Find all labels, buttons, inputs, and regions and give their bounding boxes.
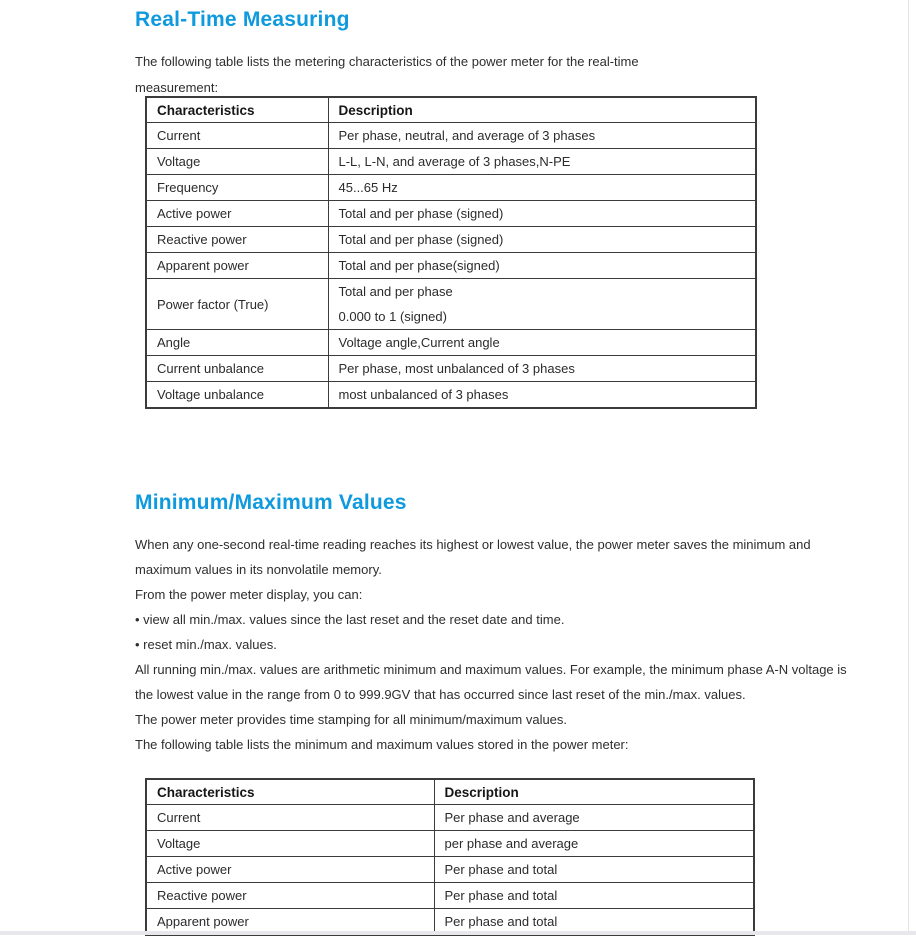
paragraph-line: The power meter provides time stamping for all minimum/maximum values. bbox=[135, 712, 568, 727]
description-line: L-L, L-N, and average of 3 phases,N-PE bbox=[338, 154, 571, 169]
paragraph-line: When any one-second real-time reading reaches its highest or lowest value, the power meter saves the minimum and bbox=[135, 537, 811, 552]
description-line: most unbalanced of 3 phases bbox=[338, 387, 509, 402]
description-line: Total and per phase (signed) bbox=[338, 206, 504, 221]
paragraph-line: • view all min./max. values since the last reset and the reset date and time. bbox=[135, 612, 565, 627]
description-line: Per phase, most unbalanced of 3 phases bbox=[338, 361, 575, 376]
description-line: Total and per phase (signed) bbox=[338, 232, 504, 247]
paragraph-line: measurement: bbox=[135, 80, 219, 95]
characteristic-cell: Voltage bbox=[146, 149, 328, 175]
description-cell bbox=[328, 149, 756, 175]
characteristic-cell: Active power bbox=[146, 857, 434, 883]
characteristics-column-header: Characteristics bbox=[146, 779, 434, 805]
description-line: Per phase and average bbox=[444, 810, 580, 825]
description-line: Total and per phase bbox=[338, 284, 453, 299]
paragraph-line: The following table lists the metering characteristics of the power meter for the real-time bbox=[135, 54, 639, 69]
characteristics-column-header: Characteristics bbox=[146, 97, 328, 123]
table-row bbox=[146, 279, 756, 330]
table-row bbox=[146, 123, 756, 149]
description-cell bbox=[328, 227, 756, 253]
characteristic-cell: Frequency bbox=[146, 175, 328, 201]
paragraph-line: maximum values in its nonvolatile memory. bbox=[135, 562, 382, 577]
description-cell bbox=[328, 175, 756, 201]
characteristic-cell: Voltage bbox=[146, 831, 434, 857]
table-row bbox=[146, 330, 756, 356]
description-cell bbox=[434, 857, 754, 883]
description-line: Per phase, neutral, and average of 3 phases bbox=[338, 128, 596, 143]
characteristic-cell: Angle bbox=[146, 330, 328, 356]
characteristic-cell: Reactive power bbox=[146, 227, 328, 253]
characteristic-cell: Apparent power bbox=[146, 253, 328, 279]
description-line: Per phase and total bbox=[444, 888, 558, 903]
characteristic-cell: Voltage unbalance bbox=[146, 382, 328, 409]
characteristic-cell: Current bbox=[146, 805, 434, 831]
table-row bbox=[146, 805, 754, 831]
description-line: 45...65 Hz bbox=[338, 180, 398, 195]
min-max-paragraph bbox=[135, 532, 847, 757]
description-cell bbox=[328, 253, 756, 279]
description-cell bbox=[328, 356, 756, 382]
characteristic-cell: Current bbox=[146, 123, 328, 149]
real-time-measuring-table bbox=[145, 96, 757, 409]
characteristic-cell: Active power bbox=[146, 201, 328, 227]
description-cell bbox=[328, 123, 756, 149]
description-cell bbox=[328, 330, 756, 356]
description-line: Per phase and total bbox=[444, 862, 558, 877]
table-row bbox=[146, 883, 754, 909]
table-row bbox=[146, 382, 756, 409]
table-row bbox=[146, 175, 756, 201]
page-right-edge bbox=[908, 0, 909, 935]
paragraph-line: the lowest value in the range from 0 to 999.9GV that has occurred since last reset of the min./max. values. bbox=[135, 687, 746, 702]
description-line: Voltage angle,Current angle bbox=[338, 335, 500, 350]
page-bottom-edge bbox=[0, 931, 916, 935]
table-row bbox=[146, 227, 756, 253]
description-line: 0.000 to 1 (signed) bbox=[338, 309, 447, 324]
description-cell bbox=[328, 382, 756, 409]
table-row bbox=[146, 356, 756, 382]
paragraph-line: From the power meter display, you can: bbox=[135, 587, 363, 602]
description-cell bbox=[328, 279, 756, 330]
description-cell bbox=[434, 883, 754, 909]
description-column-header: Description bbox=[434, 779, 754, 805]
table-header-row bbox=[146, 97, 756, 123]
characteristic-cell: Reactive power bbox=[146, 883, 434, 909]
table-row bbox=[146, 149, 756, 175]
description-cell bbox=[328, 201, 756, 227]
paragraph-line: The following table lists the minimum and maximum values stored in the power meter: bbox=[135, 737, 629, 752]
characteristic-cell: Apparent power bbox=[146, 909, 434, 936]
section-title-real-time-measuring: Real-Time Measuring bbox=[135, 8, 350, 31]
description-cell bbox=[434, 831, 754, 857]
paragraph-line: • reset min./max. values. bbox=[135, 637, 277, 652]
description-cell bbox=[434, 805, 754, 831]
table-row bbox=[146, 201, 756, 227]
real-time-intro-paragraph bbox=[135, 49, 639, 101]
characteristic-cell: Current unbalance bbox=[146, 356, 328, 382]
table-row bbox=[146, 857, 754, 883]
description-line: Per phase and total bbox=[444, 914, 558, 929]
paragraph-line: All running min./max. values are arithmetic minimum and maximum values. For example, the minimum phase A-N voltage is bbox=[135, 662, 847, 677]
description-line: per phase and average bbox=[444, 836, 579, 851]
table-row bbox=[146, 253, 756, 279]
description-line: Total and per phase(signed) bbox=[338, 258, 500, 273]
min-max-values-table bbox=[145, 778, 755, 936]
table-header-row bbox=[146, 779, 754, 805]
description-column-header: Description bbox=[328, 97, 756, 123]
table-row bbox=[146, 831, 754, 857]
section-title-minimum-maximum-values: Minimum/Maximum Values bbox=[135, 491, 407, 514]
characteristic-cell: Power factor (True) bbox=[146, 279, 328, 330]
